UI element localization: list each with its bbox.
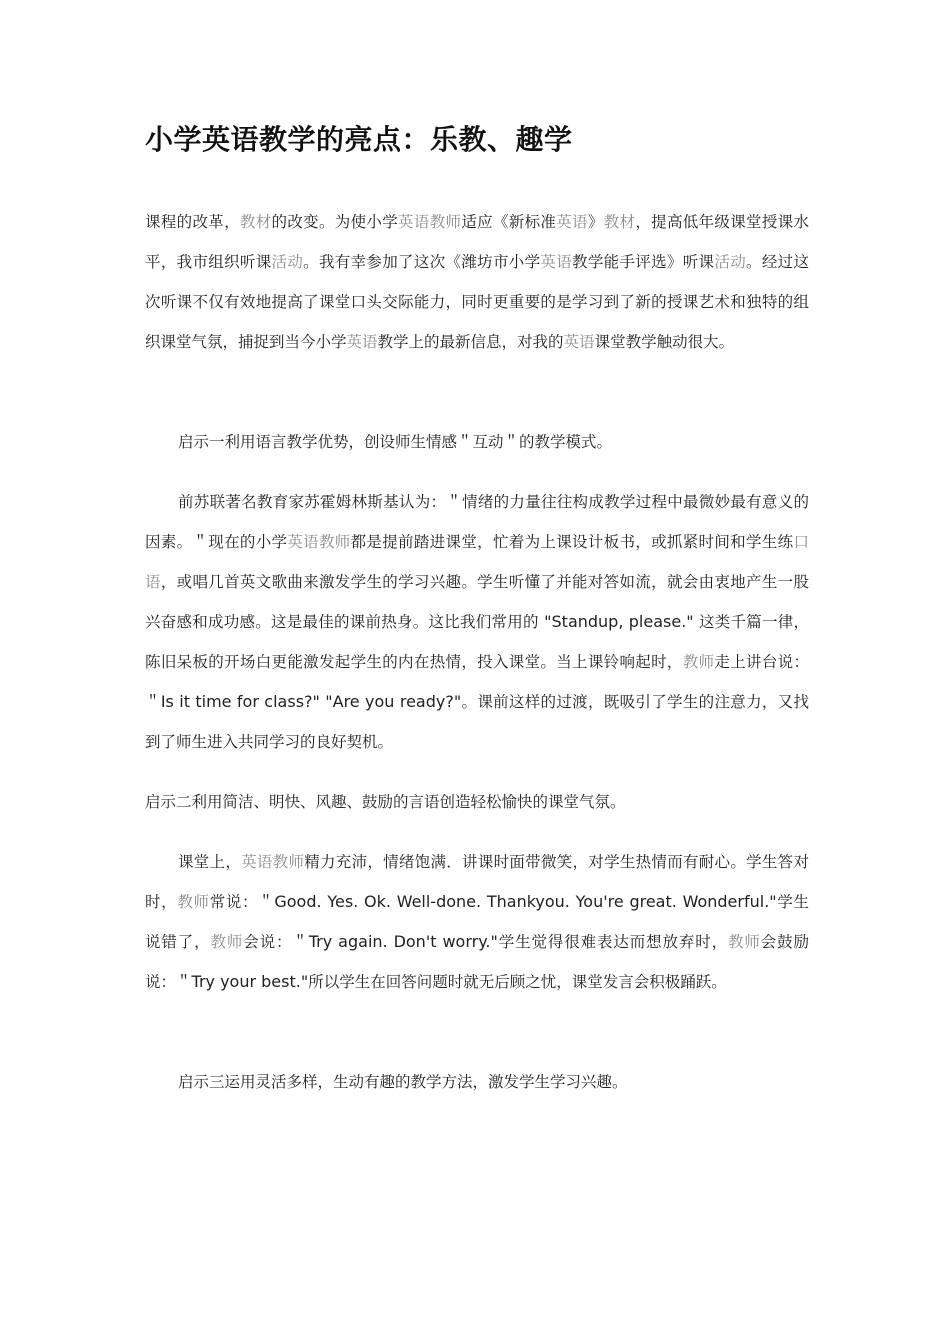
text-segment: 。经过这次听课不仅有效地提高了课堂口头交际能力，同时更重要的是学习到了新的授课艺术和独特的组织课堂气氛，捕捉到当今小学 [145,253,809,351]
text-segment: 走上讲台说：＂ [145,653,809,711]
text-segment: 会说：＂ [243,933,309,951]
text-segment: 常说：＂ [209,893,275,911]
text-segment: 启示一利用语言教学优势，创设师生情感＂互动＂的教学模式。 [178,433,613,451]
keyword-link[interactable]: 教师 [210,933,244,951]
text-segment: 。课前这样的过渡，既吸引了学生的注意力，又找到了师生进入共同学习的良好契机。 [145,693,809,751]
keyword-link[interactable]: 英语 [540,253,573,271]
text-segment: 。我有幸参加了这次《潍坊市小学 [303,253,541,271]
keyword-link[interactable]: 教师 [682,653,715,671]
keyword-link[interactable]: 活动 [271,253,304,271]
keyword-link[interactable]: 英语 [556,213,588,231]
keyword-link[interactable]: 教材 [603,213,636,231]
english-phrase: "Standup, please." [538,612,699,631]
english-phrase: Good. Yes. Ok. Well-done. Thankyou. You're great. Wonderful." [274,892,777,911]
text-segment: 课程的改革， [145,213,240,231]
paragraph-intro [145,202,809,362]
keyword-link[interactable]: 活动 [714,253,747,271]
text-segment: 学生说错了， [145,893,809,951]
text-segment: 会鼓励说：＂ [145,933,809,991]
text-segment: 这类千篇一律，陈旧呆板的开场白更能激发起学生的内在热情，投入课堂。当上课铃响起时， [145,613,809,671]
text-segment: 教学上的最新信息，对我的 [377,333,564,351]
document-title: 小学英语教学的亮点：乐教、趣学 [145,123,573,156]
keyword-link[interactable]: 英语 [346,333,378,351]
keyword-link[interactable]: 教师 [177,893,210,911]
keyword-link[interactable]: 教师 [727,933,761,951]
text-segment: 启示三运用灵活多样，生动有趣的教学方法，激发学生学习兴趣。 [178,1073,628,1091]
english-phrase: Try again. Don't worry." [308,932,498,951]
text-segment: 课堂上， [178,853,242,871]
insight-two-heading [145,782,809,822]
paragraph-classroom-language [145,842,809,1002]
keyword-link[interactable]: 英语 [563,333,595,351]
insight-one-heading [145,422,809,462]
insight-three-heading [145,1062,809,1102]
text-segment: 前苏联著名教育家苏霍姆林斯基认为：＂情绪的力量往往构成教学过程中最微妙最有意义的因素。＂现在的小学 [145,493,809,551]
keyword-link[interactable]: 英语教师 [287,533,351,551]
text-segment: 适应《新标准 [461,213,557,231]
english-phrase: Is it time for class?" "Are you ready?" [160,692,462,711]
text-segment: 学生觉得很难表达而想放弃时， [497,933,728,951]
text-segment: 启示二利用简洁、明快、风趣、鼓励的言语创造轻松愉快的课堂气氛。 [145,793,626,811]
text-segment: 精力充沛，情绪饱满．讲课时面带微笑，对学生热情而有耐心。学生答对时， [145,853,809,911]
paragraph-sukhomlinsky [145,482,809,762]
text-segment: ，提高低年级课堂授课水平，我市组织听课 [145,213,809,271]
english-phrase: Try your best." [191,972,309,991]
text-segment: 都是提前踏进课堂，忙着为上课设计板书，或抓紧时间和学生练 [350,533,794,551]
text-segment: ，或唱几首英文歌曲来激发学生的学习兴趣。学生听懂了并能对答如流，就会由衷地产生一股兴奋感和成功感。这是最佳的课前热身。这比我们常用的 [145,573,809,631]
keyword-link[interactable]: 英语教师 [398,213,462,231]
text-segment: 》 [587,213,604,231]
text-segment: 所以学生在回答问题时就无后顾之忧，课堂发言会积极踊跃。 [308,973,727,991]
text-segment: 课堂教学触动很大。 [594,333,735,351]
keyword-link[interactable]: 教材 [239,213,272,231]
text-segment: 教学能手评选》听课 [572,253,715,271]
keyword-link[interactable]: 口语 [145,533,809,591]
keyword-link[interactable]: 英语教师 [241,853,305,871]
text-segment: 的改变。为使小学 [271,213,399,231]
